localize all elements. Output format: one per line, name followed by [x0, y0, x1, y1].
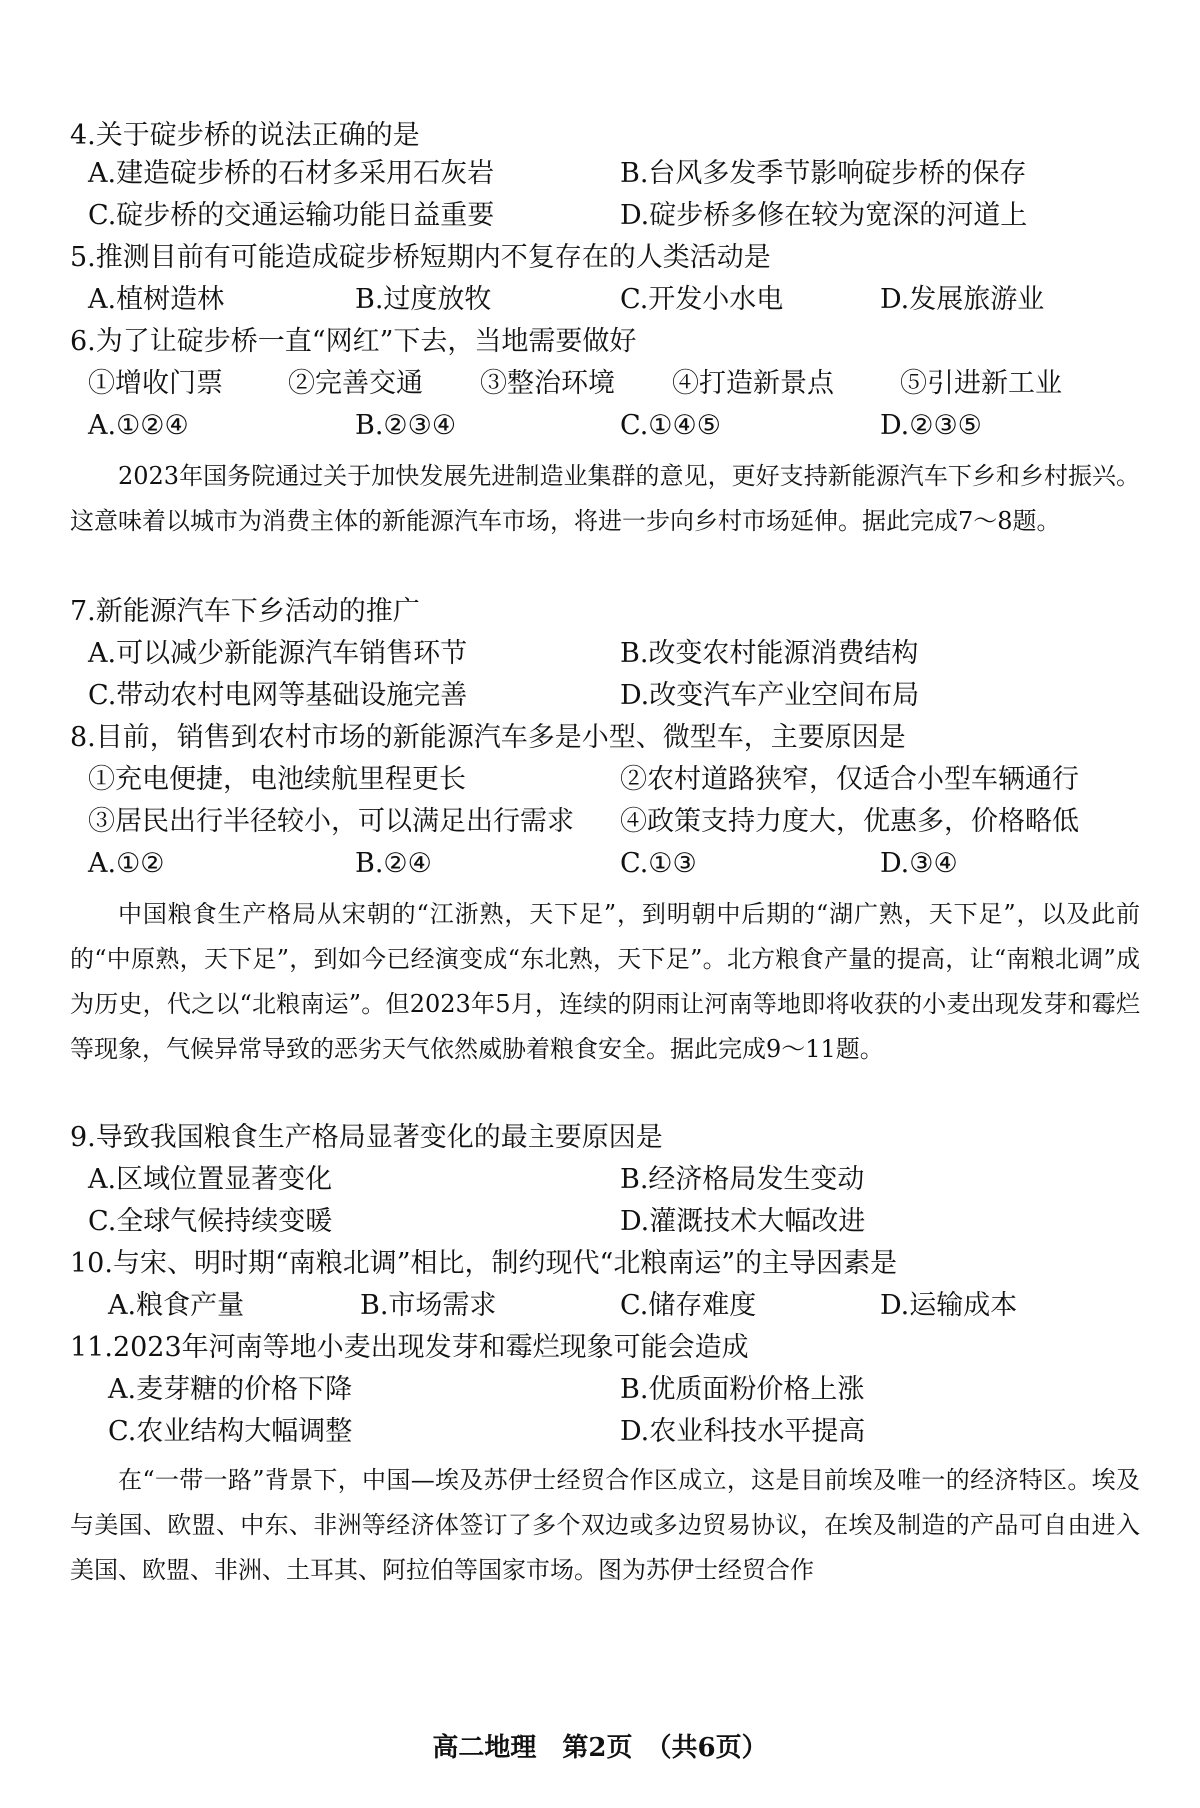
question-5-option-d: D.发展旅游业: [880, 284, 1045, 315]
question-10-option-c: C.储存难度: [620, 1290, 757, 1321]
question-6-option-b: B.②③④: [355, 410, 457, 441]
question-6-item-3: ③整治环境: [480, 368, 615, 399]
question-4-option-b: B.台风多发季节影响碇步桥的保存: [620, 158, 1027, 189]
question-6-stem: 6.为了让碇步桥一直“网红”下去，当地需要做好: [70, 326, 637, 357]
question-8-option-d: D.③④: [880, 848, 958, 879]
question-7-option-a: A.可以减少新能源汽车销售环节: [88, 638, 468, 669]
question-8-item-1: ①充电便捷，电池续航里程更长: [88, 764, 466, 795]
question-8-item-4: ④政策支持力度大，优惠多，价格略低: [620, 806, 1079, 837]
question-9-option-d: D.灌溉技术大幅改进: [620, 1206, 866, 1237]
question-6-item-1: ①增收门票: [88, 368, 223, 399]
question-4-option-a: A.建造碇步桥的石材多采用石灰岩: [88, 158, 495, 189]
question-9-option-b: B.经济格局发生变动: [620, 1164, 865, 1195]
question-6-item-4: ④打造新景点: [672, 368, 834, 399]
passage-suez-economic-zone: 在“一带一路”背景下，中国—埃及苏伊士经贸合作区成立，这是目前埃及唯一的经济特区。埃及与美国、欧盟、中东、非洲等经济体签订了多个双边或多边贸易协议，在埃及制造的产品可自由进入美国、欧盟、非洲、土耳其、阿拉伯等国家市场。图为苏伊士经贸合作: [70, 1466, 1140, 1584]
question-7-stem: 7.新能源汽车下乡活动的推广: [70, 596, 420, 627]
question-6-option-a: A.①②④: [88, 410, 189, 441]
question-5-option-a: A.植树造林: [88, 284, 225, 315]
question-9-stem: 9.导致我国粮食生产格局显著变化的最主要原因是: [70, 1122, 663, 1153]
question-8-stem: 8.目前，销售到农村市场的新能源汽车多是小型、微型车，主要原因是: [70, 722, 906, 753]
question-11-option-b: B.优质面粉价格上涨: [620, 1374, 865, 1405]
question-8-option-a: A.①②: [88, 848, 165, 879]
question-6-item-2: ②完善交通: [288, 368, 423, 399]
page-footer: 高二地理 第2页 （共6页）: [432, 1733, 768, 1763]
question-8-item-2: ②农村道路狭窄，仅适合小型车辆通行: [620, 764, 1079, 795]
question-8-item-3: ③居民出行半径较小，可以满足出行需求: [88, 806, 574, 837]
passage-grain-production: 中国粮食生产格局从宋朝的“江浙熟，天下足”，到明朝中后期的“湖广熟，天下足”，以及此前的“中原熟，天下足”，到如今已经演变成“东北熟，天下足”。北方粮食产量的提高，让“南粮北调”成为历史，代之以“北粮南运”。但2023年5月，连续的阴雨让河南等地即将收获的小麦出现发芽和霉烂等现象，气候异常导致的恶劣天气依然威胁着粮食安全。据此完成9～11题。: [70, 900, 1140, 1063]
question-10-stem: 10.与宋、明时期“南粮北调”相比，制约现代“北粮南运”的主导因素是: [70, 1248, 898, 1279]
question-4-option-d: D.碇步桥多修在较为宽深的河道上: [620, 200, 1028, 231]
question-11-option-c: C.农业结构大幅调整: [108, 1416, 353, 1447]
question-6-option-d: D.②③⑤: [880, 410, 982, 441]
question-8-option-b: B.②④: [355, 848, 432, 879]
question-10-option-a: A.粮食产量: [108, 1290, 245, 1321]
question-7-option-c: C.带动农村电网等基础设施完善: [88, 680, 468, 711]
passage-new-energy-vehicles: 2023年国务院通过关于加快发展先进制造业集群的意见，更好支持新能源汽车下乡和乡村振兴。这意味着以城市为消费主体的新能源汽车市场，将进一步向乡村市场延伸。据此完成7～8题。: [70, 462, 1140, 535]
question-10-option-d: D.运输成本: [880, 1290, 1018, 1321]
question-11-stem: 11.2023年河南等地小麦出现发芽和霉烂现象可能会造成: [70, 1332, 749, 1363]
question-11-option-d: D.农业科技水平提高: [620, 1416, 866, 1447]
question-4-stem: 4.关于碇步桥的说法正确的是: [70, 120, 420, 151]
question-7-option-b: B.改变农村能源消费结构: [620, 638, 919, 669]
question-6-item-5: ⑤引进新工业: [900, 368, 1062, 399]
question-7-option-d: D.改变汽车产业空间布局: [620, 680, 920, 711]
question-6-option-c: C.①④⑤: [620, 410, 721, 441]
question-11-option-a: A.麦芽糖的价格下降: [108, 1374, 353, 1405]
question-5-option-c: C.开发小水电: [620, 284, 784, 315]
question-5-option-b: B.过度放牧: [355, 284, 492, 315]
question-9-option-a: A.区域位置显著变化: [88, 1164, 333, 1195]
question-10-option-b: B.市场需求: [360, 1290, 497, 1321]
question-5-stem: 5.推测目前有可能造成碇步桥短期内不复存在的人类活动是: [70, 242, 771, 273]
question-8-option-c: C.①③: [620, 848, 697, 879]
question-4-option-c: C.碇步桥的交通运输功能日益重要: [88, 200, 495, 231]
question-9-option-c: C.全球气候持续变暖: [88, 1206, 333, 1237]
